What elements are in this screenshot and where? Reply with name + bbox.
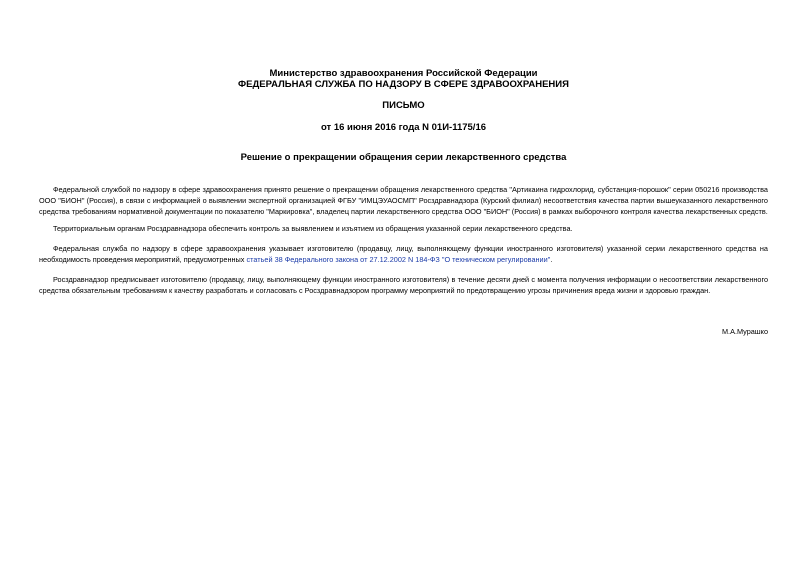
paragraph-territorial-control: Территориальным органам Росздравнадзора обеспечить контроль за выявлением и изъятием из обращения указанной серии лекарственного средства. [53,224,573,233]
law-link[interactable]: статьей 38 Федерального закона от 27.12.2002 N 184-ФЗ "О техническом регулировании" [246,255,551,265]
document-date-number: от 16 июня 2016 года N 01И-1175/16 [320,122,487,133]
paragraph-measures-end: . [550,255,553,265]
document-type: ПИСЬМО [382,100,425,111]
signature: М.А.Мурашко [721,327,768,336]
service-name: ФЕДЕРАЛЬНАЯ СЛУЖБА ПО НАДЗОРУ В СФЕРЕ ЗДРАВООХРАНЕНИЯ [238,79,569,90]
paragraph-prescription: Росздравнадзор предписывает изготовителю (продавцу, лицу, выполняющему функции иностранного изготовителя) в течение десяти дней с момента получения информации о несоответствии лекарственного средства обязательным требованиям к качеству разработать и согласовать с Росздравнадзором программу мероприятий по предотвращению угрозы причинения вреда жизни и здоровью граждан. [39,275,768,296]
paragraph-decision: Федеральной службой по надзору в сфере здравоохранения принято решение о прекращении обращения лекарственного средства "Артикаина гидрохлорид, субстанция-порошок" серии 050216 производства ООО "БИОН" (Россия), в связи с информацией о выявлении экспертной организацией ФГБУ "ИМЦЭУАОСМП" Росздравнадзора (Курский филиал) несоответствия качества партии вышеуказанного лекарственного средства требованиям нормативной документации по показателю "Маркировка", владелец партии лекарственного средства ООО "БИОН" (Россия) в рамках выборочного контроля качества лекарственных средств. [39,185,768,217]
document-subject: Решение о прекращении обращения серии лекарственного средства [240,152,567,163]
paragraph-measures-text: Федеральная служба по надзору в сфере здравоохранения указывает изготовителю (продавцу, лицу, выполняющему функции иностранного изготовителя) указанной серии лекарственного средства на необходимость проведения мероприятий, предусмотренных [39,244,768,265]
paragraph-measures [39,243,768,265]
ministry-name: Министерство здравоохранения Российской Федерации [269,68,538,79]
